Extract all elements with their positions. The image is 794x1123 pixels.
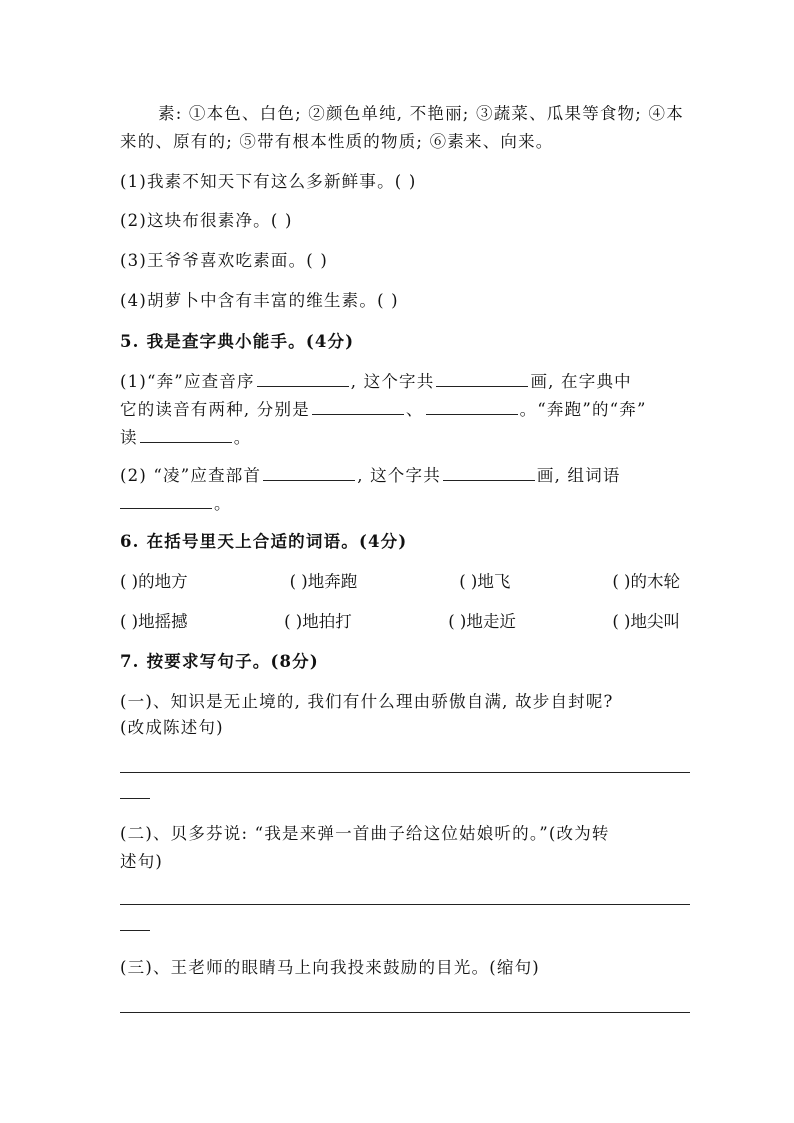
q6-row-1 [120,568,680,592]
q5-text: 。“奔跑”的“奔” [519,400,647,419]
q5-part1-line1 [120,368,680,392]
q5-text: 、 [405,400,424,419]
q6-item[interactable]: ( )的地方 [120,572,188,591]
q7-s2-line1: (二)、贝多芬说: “我是来弹一首曲子给这位姑娘听的。”(改为转 [120,824,610,843]
q6-item[interactable]: ( )地飞 [459,572,511,591]
q5-text: 画, 在字典中 [530,372,632,391]
q6-item[interactable]: ( )地拍打 [284,612,352,631]
q5-blank-strokes-2[interactable] [443,466,535,481]
sentence-2: (2)这块布很素净。( ) [120,211,293,230]
q7-s1-line2: (改成陈述句) [120,718,224,737]
sentence-4: (4)胡萝卜中含有丰富的维生素。( ) [120,291,399,310]
q6-item[interactable]: ( )地尖叫 [612,612,680,631]
q5-part2-line2 [120,490,680,514]
q6-item[interactable]: ( )的木轮 [612,572,680,591]
q5-blank-yinxu[interactable] [257,372,349,387]
q5-part1-line3 [120,424,680,448]
q5-text: , 这个字共 [357,466,441,485]
q5-blank-bushou[interactable] [263,466,355,481]
q5-blank-word[interactable] [120,494,212,509]
q5-text: 。 [214,494,232,513]
q5-blank-reading-1[interactable] [312,400,404,415]
q5-blank-reading-2[interactable] [426,400,518,415]
q5-text: 读 [120,428,138,447]
q6-item[interactable]: ( )地奔跑 [289,572,358,591]
sentence-3: (3)王爷爷喜欢吃素面。( ) [120,251,328,270]
q5-text: 。 [233,428,252,447]
q5-text: , 这个字共 [350,372,435,391]
q5-title: 5. 我是查字典小能手。(4分) [120,332,355,351]
q7-s1-line1: (一)、知识是无止境的, 我们有什么理由骄傲自满, 故步自封呢? [120,692,614,711]
q5-blank-strokes[interactable] [436,372,528,387]
q7-s2-answer-line[interactable] [120,904,690,905]
q6-title: 6. 在括号里天上合适的词语。(4分) [120,532,408,551]
q5-text: 它的读音有两种, 分别是 [120,400,310,419]
q7-s1-answer-line[interactable] [120,772,690,773]
q7-s3-answer-line[interactable] [120,1012,690,1013]
q5-text: (1)“奔”应查音序 [120,372,255,391]
q5-text: (2) “凌”应查部首 [120,466,262,485]
q5-blank-benpao[interactable] [140,428,232,443]
q7-s3-line1: (三)、王老师的眼睛马上向我投来鼓励的目光。(缩句) [120,958,540,977]
q7-s1-answer-tail[interactable] [120,798,150,799]
q5-text: 画, 组词语 [536,466,621,485]
q5-part1-line2 [120,396,680,420]
q6-item[interactable]: ( )地走近 [448,612,516,631]
definition-line-1: 素: ①本色、白色; ②颜色单纯, 不艳丽; ③蔬菜、瓜果等食物; ④本 [158,104,684,123]
sentence-1: (1)我素不知天下有这么多新鲜事。( ) [120,172,417,191]
definition-line-2: 来的、原有的; ⑤带有根本性质的物质; ⑥素来、向来。 [120,132,554,151]
q7-s2-line2: 述句) [120,852,164,871]
q5-part2-line1 [120,462,680,486]
q7-title: 7. 按要求写句子。(8分) [120,652,319,671]
q6-row-2 [120,608,680,632]
q7-s2-answer-tail[interactable] [120,930,150,931]
q6-item[interactable]: ( )地摇撼 [120,612,188,631]
